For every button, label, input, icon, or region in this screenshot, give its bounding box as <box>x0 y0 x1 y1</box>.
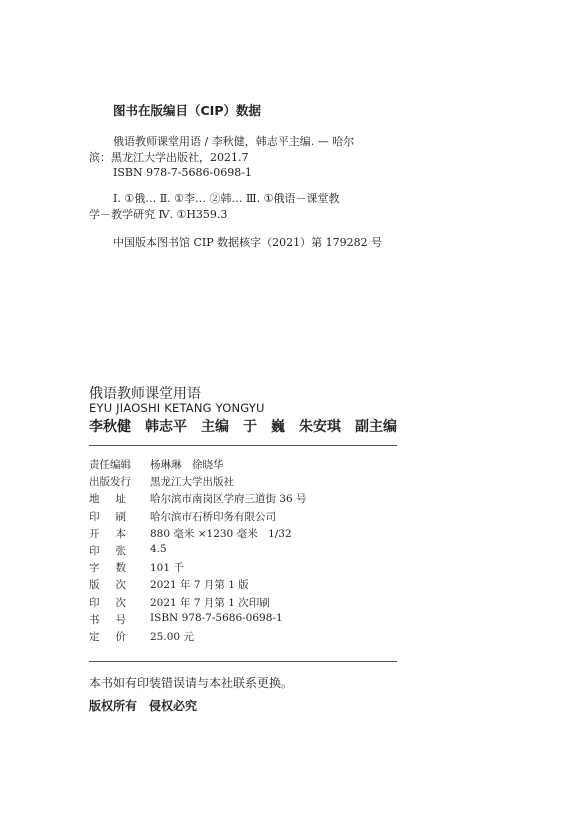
info-label-char: 版 <box>89 579 100 592</box>
info-label <box>89 474 150 491</box>
info-label-char: 定 <box>89 630 100 643</box>
info-value: 4.5 <box>150 542 167 555</box>
info-value: 101 千 <box>150 562 184 575</box>
info-label-char: 价 <box>115 630 126 643</box>
info-value: 2021 年 7 月第 1 次印刷 <box>150 596 270 609</box>
info-value: 黑龙江大学出版社 <box>150 476 234 489</box>
info-value: 25.00 元 <box>150 630 194 643</box>
info-value: 880 毫米 ×1230 毫米 1/32 <box>150 527 292 540</box>
info-row <box>89 612 307 629</box>
replacement-notice: 本书如有印装错误请与本社联系更换。 <box>89 676 294 690</box>
info-label-char: 刷 <box>115 510 126 523</box>
divider-top <box>89 445 397 446</box>
info-label-char: 号 <box>115 613 126 626</box>
info-value: 哈尔滨市南岗区学府三道街 36 号 <box>150 493 307 506</box>
info-label-char: 字 <box>89 562 100 575</box>
info-label-char: 址 <box>115 493 126 506</box>
info-label <box>89 560 150 577</box>
info-label-char: 本 <box>115 527 126 540</box>
info-row <box>89 474 307 491</box>
info-label-char: 书 <box>89 613 100 626</box>
info-label <box>89 595 150 612</box>
info-label-char: 地 <box>89 493 100 506</box>
info-label-char: 印 <box>89 544 100 557</box>
info-label-char: 印 <box>89 596 100 609</box>
cip-record-number: 中国版本图书馆 CIP 数据核字（2021）第 179282 号 <box>113 236 383 249</box>
cip-line-2: 滨：黑龙江大学出版社，2021.7 <box>89 151 249 164</box>
info-value: 杨琳琳 徐晓华 <box>150 459 224 471</box>
cip-isbn: ISBN 978-7-5686-0698-1 <box>113 166 252 179</box>
info-label <box>89 457 150 474</box>
cip-heading: 图书在版编目（CIP）数据 <box>113 103 261 118</box>
info-value: 2021 年 7 月第 1 版 <box>150 579 249 592</box>
info-label-text: 出版发行 <box>89 476 131 489</box>
book-editors: 李秋健 韩志平 主编 于 巍 朱安琪 副主编 <box>89 419 397 435</box>
info-label-char: 次 <box>115 596 126 609</box>
cip-line-1: 俄语教师课堂用语 / 李秋健，韩志平主编. — 哈尔 <box>113 135 355 148</box>
info-value: ISBN 978-7-5686-0698-1 <box>150 611 283 624</box>
book-title-pinyin: EYU JIAOSHI KETANG YONGYU <box>89 401 265 415</box>
info-value: 哈尔滨市石桥印务有限公司 <box>150 510 276 523</box>
cip-classification-2: 学－教学研究 Ⅳ. ①H359.3 <box>89 208 228 221</box>
info-row <box>89 526 307 543</box>
info-label-char: 数 <box>115 562 126 575</box>
book-title: 俄语教师课堂用语 <box>89 386 201 402</box>
divider-bottom <box>89 661 397 662</box>
info-label <box>89 526 150 543</box>
info-row <box>89 509 307 526</box>
info-label-char: 印 <box>89 510 100 523</box>
rights-statement: 版权所有 侵权必究 <box>89 699 198 713</box>
info-label <box>89 629 150 646</box>
info-row <box>89 560 307 577</box>
info-label-text: 责任编辑 <box>89 459 131 471</box>
info-label-char: 张 <box>115 544 126 557</box>
info-label-char: 开 <box>89 527 100 540</box>
info-label <box>89 509 150 526</box>
info-row <box>89 543 307 560</box>
info-label <box>89 577 150 594</box>
info-row <box>89 595 307 612</box>
info-label-char: 次 <box>115 579 126 592</box>
info-row <box>89 577 307 594</box>
info-label <box>89 491 150 508</box>
info-row <box>89 491 307 508</box>
publication-info <box>89 457 307 646</box>
cip-classification-1: Ⅰ. ①俄… Ⅱ. ①李… ②韩… Ⅲ. ①俄语－课堂教 <box>113 192 340 205</box>
info-label <box>89 612 150 629</box>
info-row <box>89 629 307 646</box>
info-label <box>89 543 150 560</box>
info-row <box>89 457 307 474</box>
